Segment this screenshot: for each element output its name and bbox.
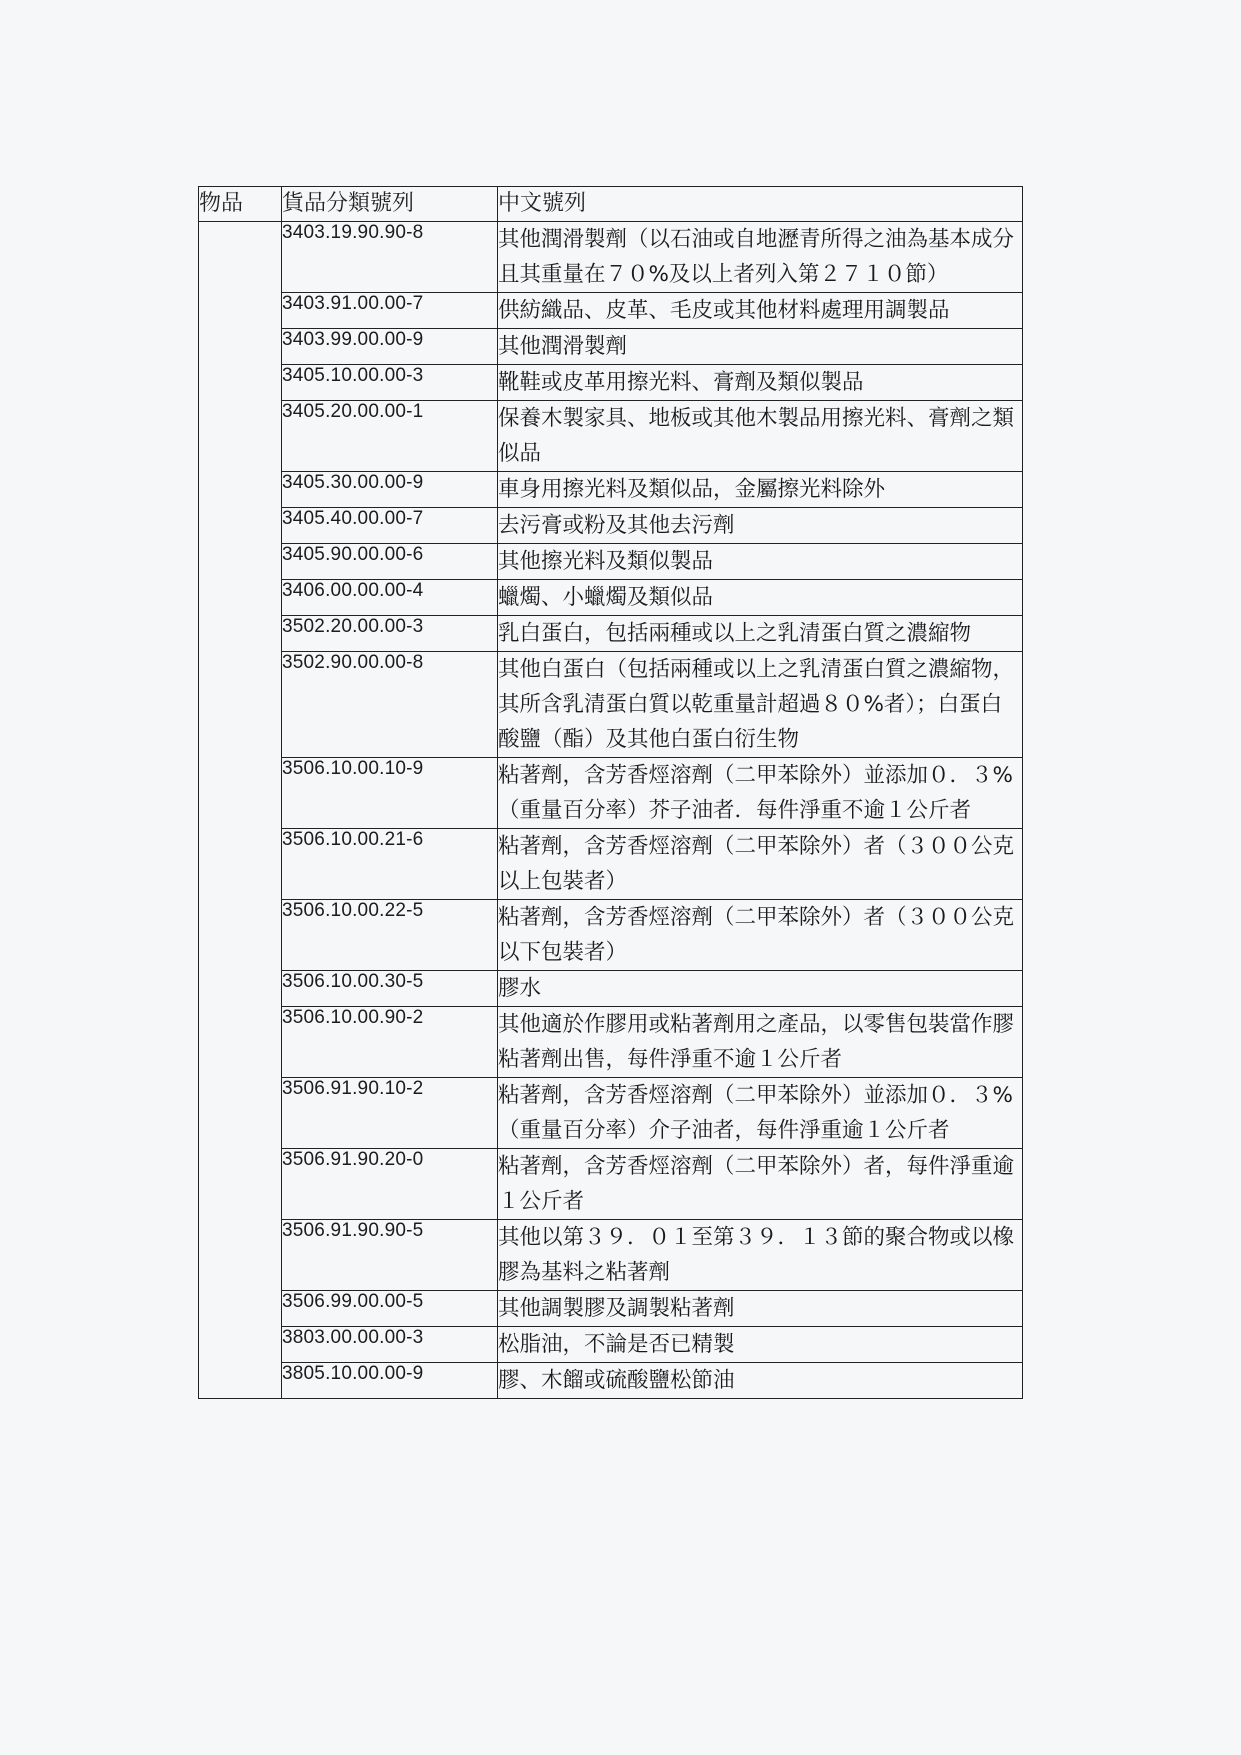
table-row bbox=[199, 758, 1023, 829]
table-row bbox=[199, 544, 1023, 580]
commodity-code-cell: 3506.10.00.10-9 bbox=[282, 758, 498, 829]
chinese-description-cell: 乳白蛋白，包括兩種或以上之乳清蛋白質之濃縮物 bbox=[498, 616, 1023, 652]
chinese-description-cell: 粘著劑，含芳香烴溶劑（二甲苯除外）並添加０．３%（重量百分率）芥子油者．每件淨重不逾１公斤者 bbox=[498, 758, 1023, 829]
table-row bbox=[199, 652, 1023, 758]
chinese-description-cell: 松脂油，不論是否已精製 bbox=[498, 1327, 1023, 1363]
commodity-code-cell: 3403.19.90.90-8 bbox=[282, 222, 498, 293]
commodity-code-cell: 3403.99.00.00-9 bbox=[282, 329, 498, 365]
commodity-code-cell: 3506.99.00.00-5 bbox=[282, 1291, 498, 1327]
table-body bbox=[199, 222, 1023, 1399]
header-item: 物品 bbox=[199, 187, 282, 222]
chinese-description-cell: 其他調製膠及調製粘著劑 bbox=[498, 1291, 1023, 1327]
table-row bbox=[199, 401, 1023, 472]
table-row bbox=[199, 222, 1023, 293]
commodity-code-cell: 3506.10.00.30-5 bbox=[282, 971, 498, 1007]
chinese-description-cell: 粘著劑，含芳香烴溶劑（二甲苯除外）者（３００公克以下包裝者） bbox=[498, 900, 1023, 971]
chinese-description-cell: 膠水 bbox=[498, 971, 1023, 1007]
commodity-code-cell: 3405.30.00.00-9 bbox=[282, 472, 498, 508]
commodity-code-cell: 3506.91.90.90-5 bbox=[282, 1220, 498, 1291]
commodity-code-cell: 3406.00.00.00-4 bbox=[282, 580, 498, 616]
table-row bbox=[199, 1363, 1023, 1399]
table-row bbox=[199, 1291, 1023, 1327]
commodity-code-cell: 3405.90.00.00-6 bbox=[282, 544, 498, 580]
chinese-description-cell: 粘著劑，含芳香烴溶劑（二甲苯除外）並添加０．３%（重量百分率）介子油者，每件淨重逾１公斤者 bbox=[498, 1078, 1023, 1149]
commodity-code-cell: 3506.10.00.21-6 bbox=[282, 829, 498, 900]
chinese-description-cell: 靴鞋或皮革用擦光料、膏劑及類似製品 bbox=[498, 365, 1023, 401]
header-code: 貨品分類號列 bbox=[282, 187, 498, 222]
item-column-cell bbox=[199, 222, 282, 1399]
table-row bbox=[199, 616, 1023, 652]
table-row bbox=[199, 1078, 1023, 1149]
commodity-code-cell: 3502.90.00.00-8 bbox=[282, 652, 498, 758]
table-header-row bbox=[199, 187, 1023, 222]
table-row bbox=[199, 472, 1023, 508]
commodity-code-cell: 3502.20.00.00-3 bbox=[282, 616, 498, 652]
table-row bbox=[199, 580, 1023, 616]
table-row bbox=[199, 829, 1023, 900]
chinese-description-cell: 其他以第３９．０１至第３９．１３節的聚合物或以橡膠為基料之粘著劑 bbox=[498, 1220, 1023, 1291]
table-row bbox=[199, 293, 1023, 329]
chinese-description-cell: 蠟燭、小蠟燭及類似品 bbox=[498, 580, 1023, 616]
chinese-description-cell: 其他白蛋白（包括兩種或以上之乳清蛋白質之濃縮物，其所含乳清蛋白質以乾重量計超過８０%者）；白蛋白酸鹽（酯）及其他白蛋白衍生物 bbox=[498, 652, 1023, 758]
chinese-description-cell: 其他潤滑製劑 bbox=[498, 329, 1023, 365]
commodity-code-cell: 3403.91.00.00-7 bbox=[282, 293, 498, 329]
chinese-description-cell: 車身用擦光料及類似品，金屬擦光料除外 bbox=[498, 472, 1023, 508]
commodity-code-cell: 3405.20.00.00-1 bbox=[282, 401, 498, 472]
table-row bbox=[199, 900, 1023, 971]
chinese-description-cell: 保養木製家具、地板或其他木製品用擦光料、膏劑之類似品 bbox=[498, 401, 1023, 472]
chinese-description-cell: 去污膏或粉及其他去污劑 bbox=[498, 508, 1023, 544]
commodity-code-table bbox=[198, 186, 1023, 1399]
table-row bbox=[199, 508, 1023, 544]
chinese-description-cell: 供紡織品、皮革、毛皮或其他材料處理用調製品 bbox=[498, 293, 1023, 329]
table-row bbox=[199, 1220, 1023, 1291]
commodity-code-cell: 3805.10.00.00-9 bbox=[282, 1363, 498, 1399]
commodity-code-cell: 3506.91.90.20-0 bbox=[282, 1149, 498, 1220]
commodity-code-cell: 3405.40.00.00-7 bbox=[282, 508, 498, 544]
table-row bbox=[199, 1149, 1023, 1220]
commodity-code-cell: 3506.10.00.90-2 bbox=[282, 1007, 498, 1078]
commodity-code-cell: 3506.10.00.22-5 bbox=[282, 900, 498, 971]
chinese-description-cell: 粘著劑，含芳香烴溶劑（二甲苯除外）者（３００公克以上包裝者） bbox=[498, 829, 1023, 900]
table-row bbox=[199, 1007, 1023, 1078]
header-description: 中文號列 bbox=[498, 187, 1023, 222]
chinese-description-cell: 粘著劑，含芳香烴溶劑（二甲苯除外）者，每件淨重逾１公斤者 bbox=[498, 1149, 1023, 1220]
commodity-code-cell: 3803.00.00.00-3 bbox=[282, 1327, 498, 1363]
table-row bbox=[199, 329, 1023, 365]
table-row bbox=[199, 971, 1023, 1007]
chinese-description-cell: 膠、木餾或硫酸鹽松節油 bbox=[498, 1363, 1023, 1399]
chinese-description-cell: 其他適於作膠用或粘著劑用之產品，以零售包裝當作膠粘著劑出售，每件淨重不逾１公斤者 bbox=[498, 1007, 1023, 1078]
table-row bbox=[199, 1327, 1023, 1363]
commodity-code-cell: 3405.10.00.00-3 bbox=[282, 365, 498, 401]
commodity-code-cell: 3506.91.90.10-2 bbox=[282, 1078, 498, 1149]
table-row bbox=[199, 365, 1023, 401]
chinese-description-cell: 其他潤滑製劑（以石油或自地瀝青所得之油為基本成分且其重量在７０%及以上者列入第２７１０節） bbox=[498, 222, 1023, 293]
chinese-description-cell: 其他擦光料及類似製品 bbox=[498, 544, 1023, 580]
